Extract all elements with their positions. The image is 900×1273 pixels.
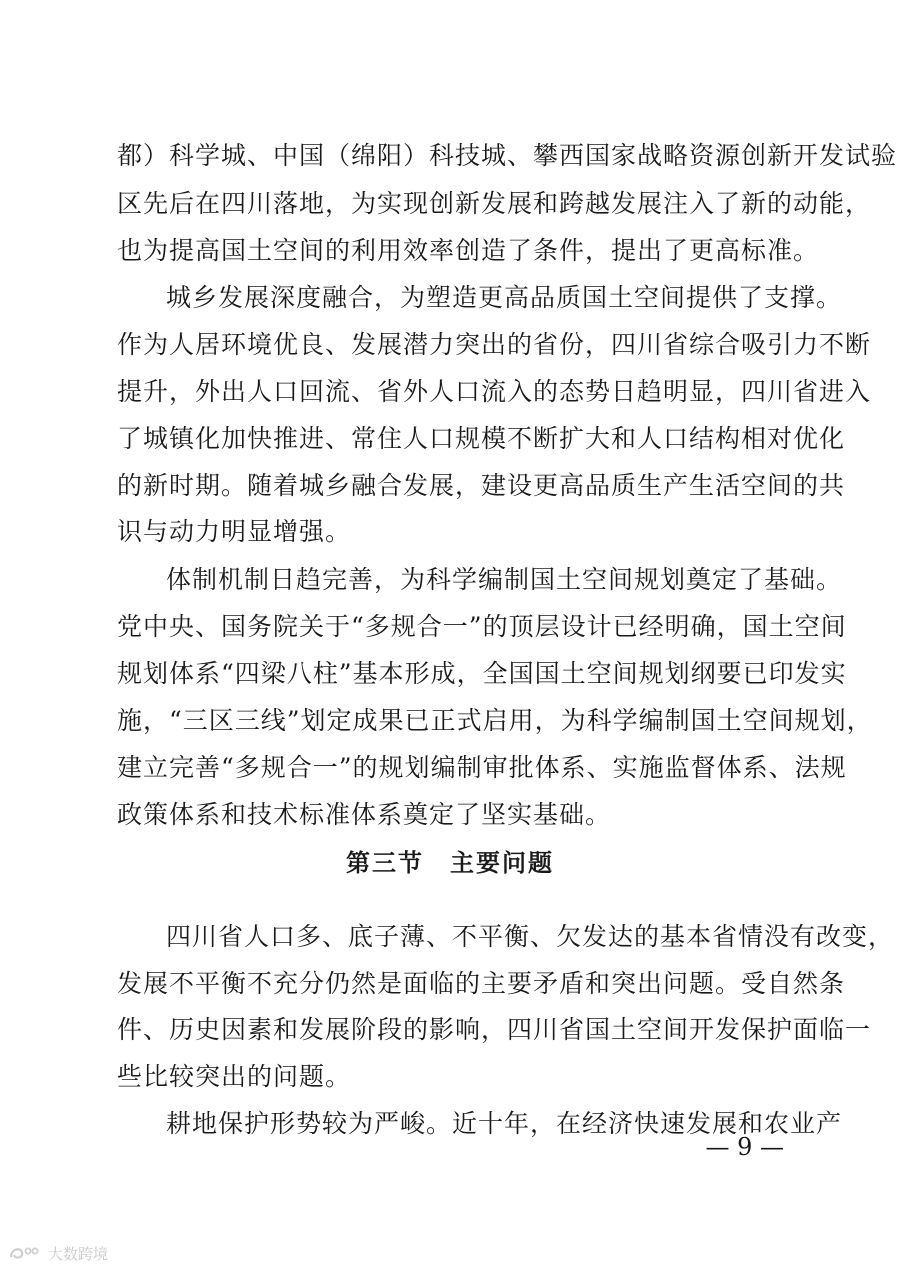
body-text-line: 提升，外出人口回流、省外人口流入的态势日趋明显，四川省进入	[117, 377, 872, 406]
body-text-line: 四川省人口多、底子薄、不平衡、欠发达的基本省情没有改变，	[166, 922, 895, 951]
body-text-line: 识与动力明显增强。	[117, 517, 352, 546]
body-text-line: 施，“三区三线”划定成果已正式启用，为科学编制国土空间规划，	[117, 706, 873, 735]
paragraph-heading-line: 体制机制日趋完善，为科学编制国土空间规划奠定了基础。	[166, 565, 843, 594]
body-text-line: 建立完善“多规合一”的规划编制审批体系、实施监督体系、法规	[117, 753, 847, 782]
body-text-line: 都）科学城、中国（绵阳）科技城、攀西国家战略资源创新开发试验	[117, 141, 898, 170]
paragraph-heading-line: 耕地保护形势较为严峻。近十年，在经济快速发展和农业产	[166, 1109, 843, 1138]
body-text-line: 件、历史因素和发展阶段的影响，四川省国土空间开发保护面临一	[117, 1015, 872, 1044]
watermark-text: 大数跨境	[48, 1244, 109, 1263]
brand-logo-icon	[8, 1244, 42, 1262]
body-text-line: 也为提高国土空间的利用效率创造了条件，提出了更高标准。	[117, 236, 820, 265]
body-text-line: 发展不平衡不充分仍然是面临的主要矛盾和突出问题。受自然条	[117, 969, 846, 998]
watermark	[8, 1240, 108, 1266]
body-text-line: 区先后在四川落地，为实现创新发展和跨越发展注入了新的动能，	[117, 189, 872, 218]
body-text-line: 党中央、国务院关于“多规合一”的顶层设计已经明确，国土空间	[117, 612, 847, 641]
body-text-line: 规划体系“四梁八柱”基本形成，全国国土空间规划纲要已印发实	[117, 659, 847, 688]
body-text-line: 了城镇化加快推进、常住人口规模不断扩大和人口结构相对优化	[117, 424, 846, 453]
paragraph-heading-line: 城乡发展深度融合，为塑造更高品质国土空间提供了支撑。	[166, 283, 843, 312]
body-text-line: 政策体系和技术标准体系奠定了坚实基础。	[117, 800, 612, 829]
body-text-line: 作为人居环境优良、发展潜力突出的省份，四川省综合吸引力不断	[117, 330, 872, 359]
section-heading: 第三节 主要问题	[346, 849, 554, 877]
page-number: — 9 —	[705, 1133, 784, 1161]
body-text-line: 些比较突出的问题。	[117, 1062, 352, 1091]
body-text-line: 的新时期。随着城乡融合发展，建设更高品质生产生活空间的共	[117, 471, 846, 500]
